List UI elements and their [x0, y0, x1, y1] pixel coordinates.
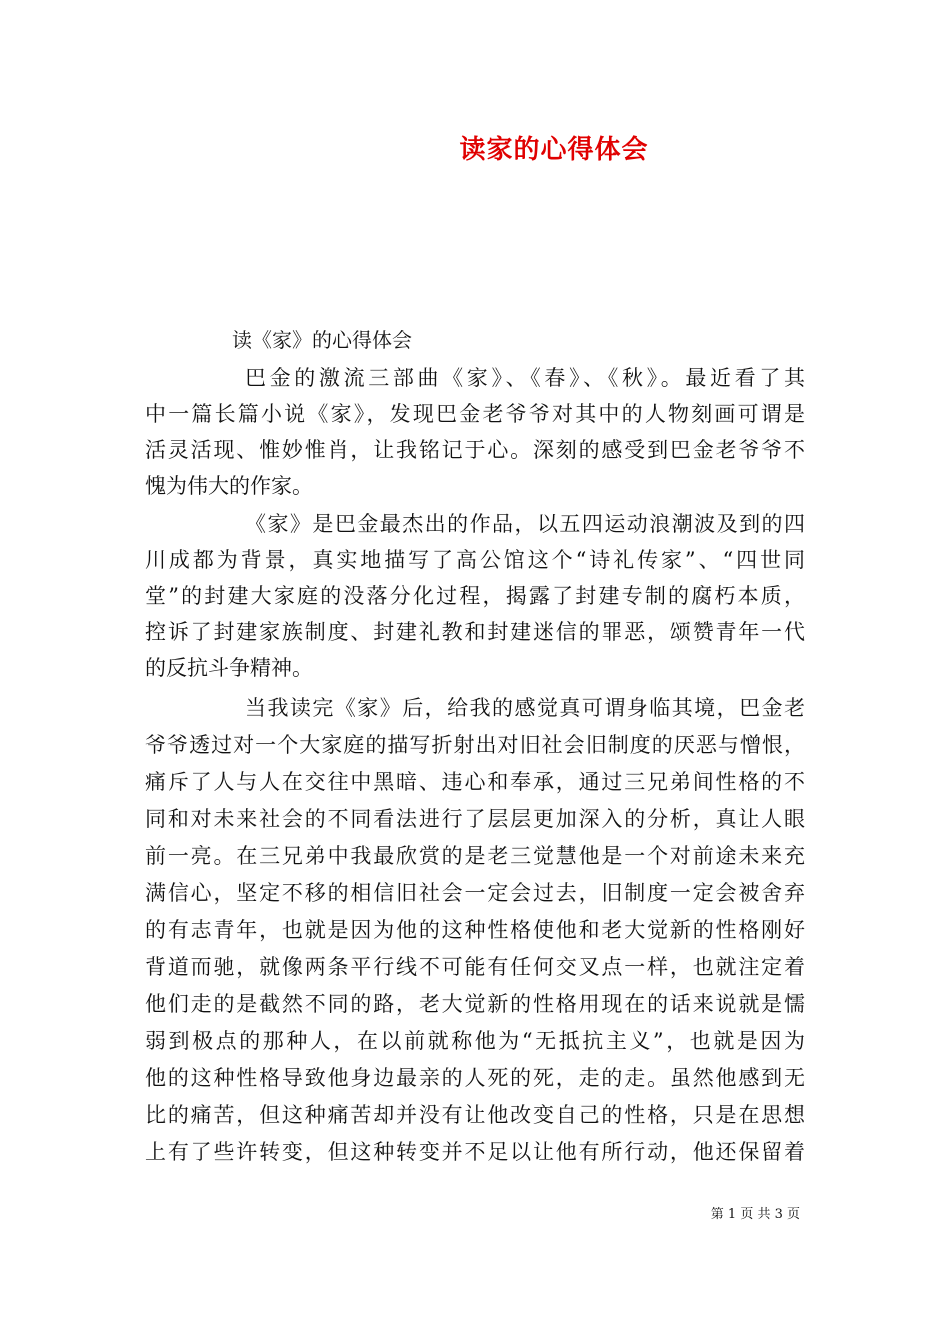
body-line: 爷爷透过对一个大家庭的描写折射出对旧社会旧制度的厌恶与憎恨，	[145, 733, 805, 757]
document-title: 读家的心得体会	[459, 135, 649, 165]
body-line: 《家》是巴金最杰出的作品，以五四运动浪潮波及到的四	[245, 512, 805, 536]
page-number: 第 1 页 共 3 页	[710, 1207, 800, 1222]
body-line: 背道而驰，就像两条平行线不可能有任何交叉点一样，也就注定着	[145, 955, 805, 979]
body-line: 的反抗斗争精神。	[145, 656, 313, 680]
body-line: 前一亮。在三兄弟中我最欣赏的是老三觉慧他是一个对前途未来充	[145, 844, 805, 868]
body-line: 控诉了封建家族制度、封建礼教和封建迷信的罪恶，颂赞青年一代	[145, 620, 805, 644]
body-line: 当我读完《家》后，给我的感觉真可谓身临其境，巴金老	[245, 696, 805, 720]
body-line: 痛斥了人与人在交往中黑暗、违心和奉承，通过三兄弟间性格的不	[145, 770, 805, 794]
body-line: 的有志青年，也就是因为他的这种性格使他和老大觉新的性格刚好	[145, 918, 805, 942]
body-line: 愧为伟大的作家。	[145, 474, 313, 498]
document-subtitle: 读《家》的心得体会	[232, 328, 412, 352]
body-line: 中一篇长篇小说《家》，发现巴金老爷爷对其中的人物刻画可谓是	[145, 402, 805, 426]
body-line: 他的这种性格导致他身边最亲的人死的死，走的走。虽然他感到无	[145, 1066, 805, 1090]
body-line: 活灵活现、惟妙惟肖，让我铭记于心。深刻的感受到巴金老爷爷不	[145, 438, 805, 462]
body-line: 比的痛苦，但这种痛苦却并没有让他改变自己的性格，只是在思想	[145, 1103, 805, 1127]
body-line: 川成都为背景，真实地描写了高公馆这个“诗礼传家”、“四世同	[145, 548, 805, 572]
body-line: 他们走的是截然不同的路，老大觉新的性格用现在的话来说就是懦	[145, 992, 805, 1016]
body-line: 满信心，坚定不移的相信旧社会一定会过去，旧制度一定会被舍弃	[145, 881, 805, 905]
body-line: 弱到极点的那种人，在以前就称他为“无抵抗主义”，也就是因为	[145, 1029, 805, 1053]
body-line: 上有了些许转变，但这种转变并不足以让他有所行动，他还保留着	[145, 1140, 805, 1164]
body-line: 同和对未来社会的不同看法进行了层层更加深入的分析，真让人眼	[145, 807, 805, 831]
body-line: 堂”的封建大家庭的没落分化过程，揭露了封建专制的腐朽本质，	[145, 584, 805, 608]
body-line: 巴金的激流三部曲《家》、《春》、《秋》。最近看了其	[245, 366, 805, 390]
